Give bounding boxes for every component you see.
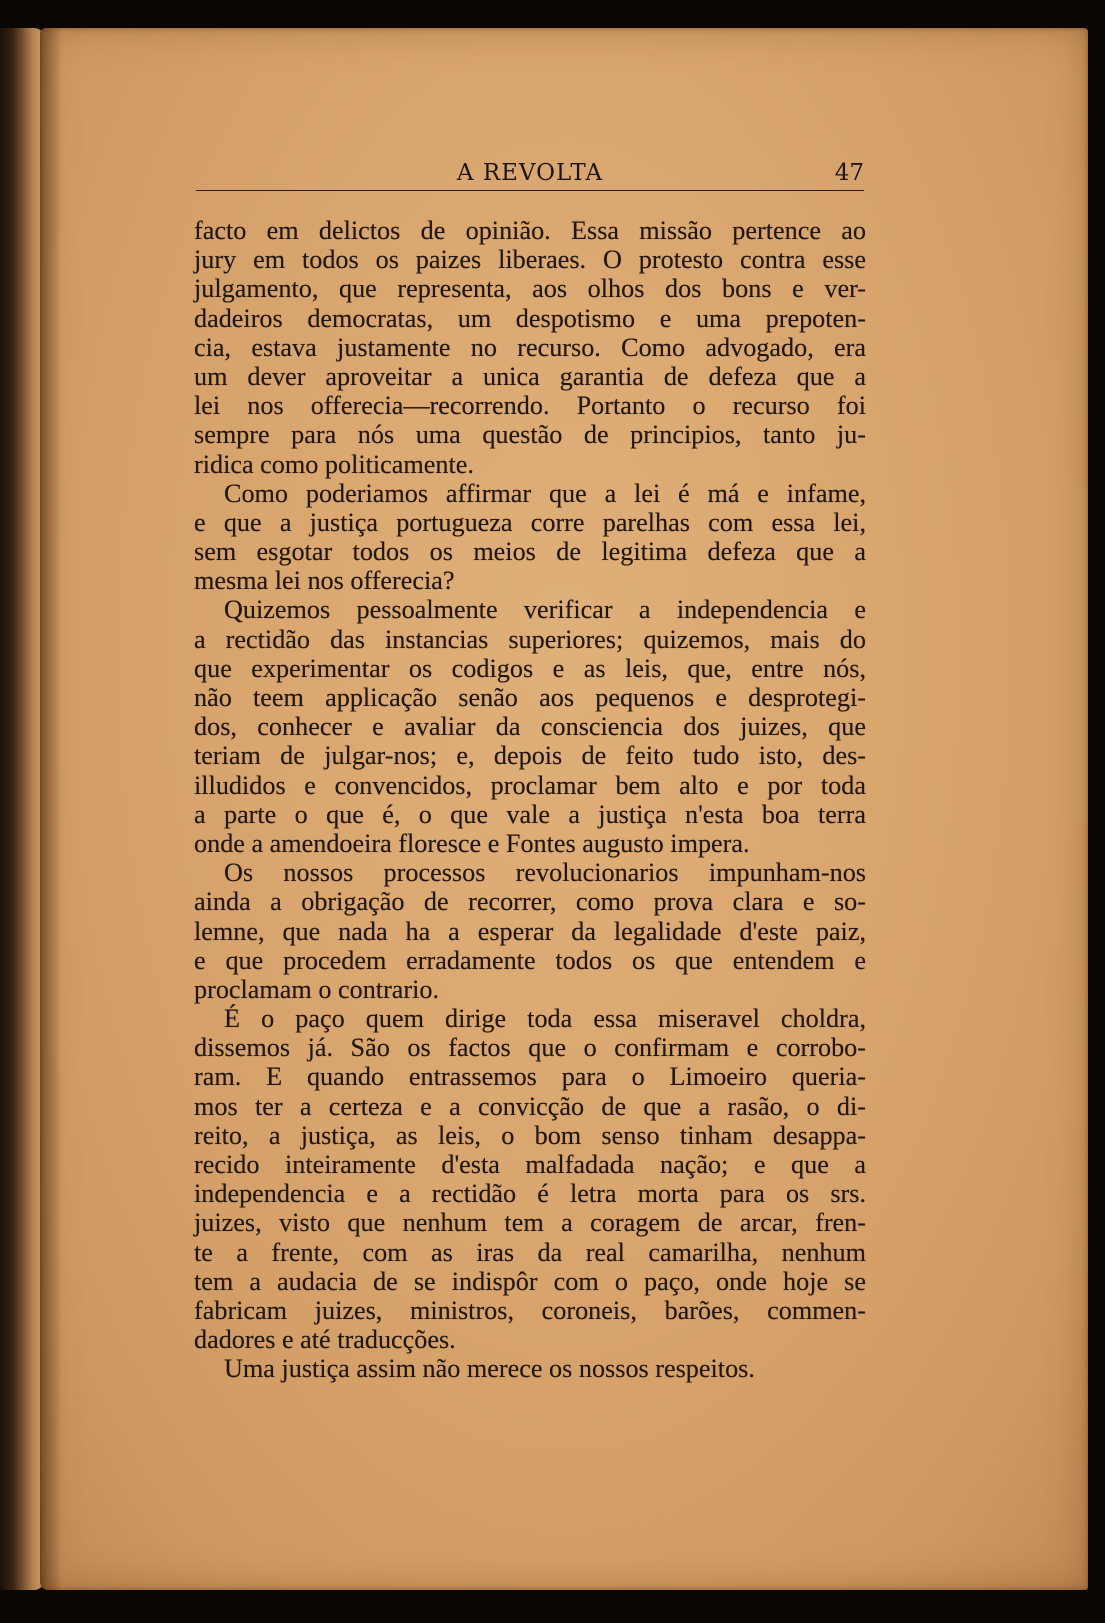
text-line: Uma justiça assim não merece os nossos respeitos. [224,1354,755,1384]
text-line: que experimentar os codigos e as leis, que, entre nós, [194,653,866,683]
text-line: e que procedem erradamente todos os que entendem e [194,945,866,975]
text-line: um dever aproveitar a unica garantia de defeza que a [194,361,866,391]
text-line: lemne, que nada ha a esperar da legalidade d'este paiz, [194,916,866,946]
text-line: mos ter a certeza e a convicção de que a rasão, o di- [194,1091,866,1121]
text-line: te a frente, com as iras da real camarilha, nenhum [194,1237,866,1267]
text-line: a parte o que é, o que vale a justiça n'esta boa terra [194,799,866,829]
text-line: dissemos já. São os factos que o confirmam e corrobo- [194,1033,866,1063]
text-line: dadeiros democratas, um despotismo e uma prepoten- [194,303,866,333]
text-line: a rectidão das instancias superiores; quizemos, mais do [194,624,866,654]
text-line: ainda a obrigação de recorrer, como prova clara e so- [194,887,866,917]
text-line: dos, conhecer e avaliar da consciencia dos juizes, que [194,712,866,742]
text-line: Como poderiamos affirmar que a lei é má e infame, [224,478,866,508]
text-line: Os nossos processos revolucionarios impunham-nos [224,858,866,888]
book-binding-edge [0,28,44,1590]
text-line: jury em todos os paizes liberaes. O protesto contra esse [194,245,866,275]
text-line: É o paço quem dirige toda essa miseravel choldra, [224,1004,866,1034]
text-line: sempre para nós uma questão de principios, tanto ju- [194,420,866,450]
text-line: fabricam juizes, ministros, coroneis, barões, commen- [194,1295,866,1325]
text-line: illudidos e convencidos, proclamar bem alto e por toda [194,770,866,800]
text-line: julgamento, que representa, aos olhos dos bons e ver- [194,274,866,304]
text-line: proclamam o contrario. [194,974,440,1004]
text-line: sem esgotar todos os meios de legitima defeza que a [194,537,866,567]
text-line: ridica como politicamente. [194,449,474,479]
text-line: ram. E quando entrassemos para o Limoeiro queria- [194,1062,866,1092]
text-line: lei nos offerecia—recorrendo. Portanto o recurso foi [194,391,866,421]
body-text [194,216,866,1384]
page-header [196,156,864,191]
text-line: recido inteiramente d'esta malfadada nação; e que a [194,1150,866,1179]
text-line: juizes, visto que nenhum tem a coragem de arcar, fren- [194,1208,866,1238]
text-line: mesma lei nos offerecia? [194,566,455,596]
text-line: Quizemos pessoalmente verificar a independencia e [224,595,866,625]
text-line: e que a justiça portugueza corre parelhas com essa lei, [194,507,866,537]
text-line: não teem applicação senão aos pequenos e desprotegi- [194,683,866,712]
text-line: onde a amendoeira floresce e Fontes augusto impera. [194,828,750,858]
text-line: tem a audacia de se indispôr com o paço, onde hoje se [194,1266,866,1296]
running-title: A REVOLTA [456,160,604,186]
text-line: dadores e até traducções. [194,1325,456,1355]
text-line: reito, a justiça, as leis, o bom senso tinham desappa- [194,1120,866,1150]
text-line: cia, estava justamente no recurso. Como advogado, era [194,332,866,362]
text-line: independencia e a rectidão é letra morta para os srs. [194,1179,866,1209]
text-line: facto em delictos de opinião. Essa missão pertence ao [194,216,866,245]
text-line: teriam de julgar-nos; e, depois de feito tudo isto, des- [194,741,866,771]
page-number: 47 [834,160,864,186]
